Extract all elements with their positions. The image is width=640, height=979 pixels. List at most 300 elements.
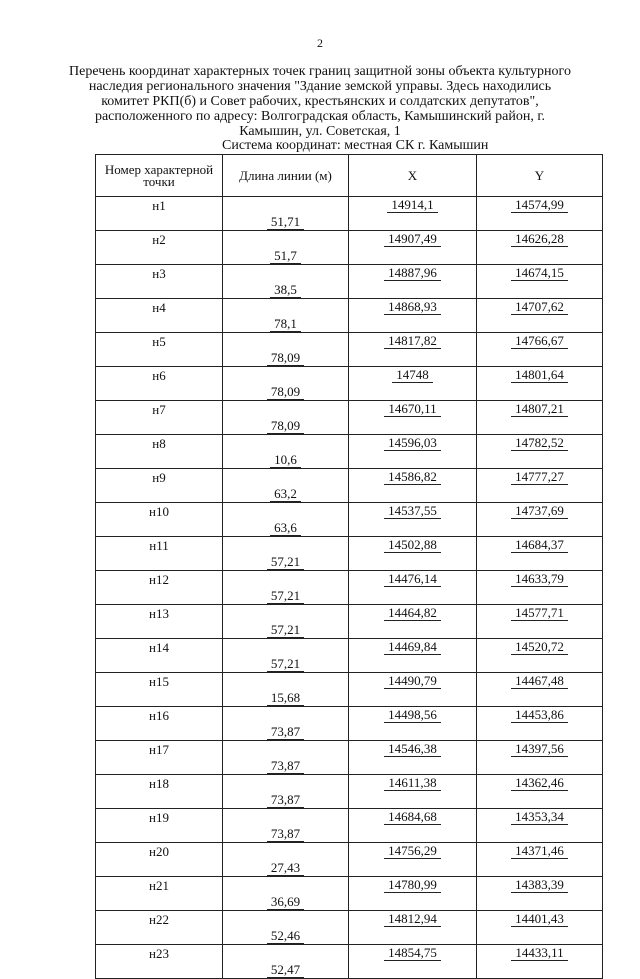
line-length-top bbox=[223, 775, 349, 792]
line-length-text: 73,87 bbox=[267, 792, 304, 808]
line-length-text: 57,21 bbox=[267, 554, 304, 570]
x-value-continued bbox=[349, 757, 477, 775]
x-value-text: 14596,03 bbox=[384, 435, 441, 451]
y-value bbox=[477, 809, 603, 826]
line-length bbox=[223, 723, 349, 741]
x-value bbox=[349, 197, 477, 214]
table-row bbox=[96, 605, 603, 622]
y-value-text: 14807,21 bbox=[511, 401, 568, 417]
table-row bbox=[96, 945, 603, 962]
x-value bbox=[349, 231, 477, 248]
y-value-continued bbox=[477, 247, 603, 265]
header-point-number: Номер характерной точки bbox=[96, 155, 223, 197]
x-value-continued bbox=[349, 553, 477, 571]
point-name-text: н10 bbox=[149, 503, 169, 519]
y-value bbox=[477, 435, 603, 452]
table-row-length bbox=[96, 791, 603, 809]
line-length bbox=[223, 961, 349, 979]
y-value-text: 14574,99 bbox=[511, 197, 568, 213]
table-row-length bbox=[96, 315, 603, 333]
table-row bbox=[96, 231, 603, 248]
point-name-text: н7 bbox=[152, 401, 166, 417]
line-length-text: 78,09 bbox=[267, 350, 304, 366]
y-value-text: 14362,46 bbox=[511, 775, 568, 791]
x-value-continued bbox=[349, 825, 477, 843]
x-value bbox=[349, 605, 477, 622]
table-row bbox=[96, 197, 603, 214]
line-length-top bbox=[223, 605, 349, 622]
y-value-continued bbox=[477, 553, 603, 571]
y-value-text: 14371,46 bbox=[511, 843, 568, 859]
x-value-continued bbox=[349, 247, 477, 265]
x-value-text: 14887,96 bbox=[384, 265, 441, 281]
table-row bbox=[96, 299, 603, 316]
table-row bbox=[96, 741, 603, 758]
line-length bbox=[223, 281, 349, 299]
line-length-top bbox=[223, 299, 349, 316]
x-value-text: 14464,82 bbox=[384, 605, 441, 621]
line-length-text: 57,21 bbox=[267, 622, 304, 638]
point-name bbox=[96, 877, 223, 894]
point-name-continued bbox=[96, 689, 223, 707]
table-row bbox=[96, 367, 603, 384]
y-value-continued bbox=[477, 961, 603, 979]
point-name bbox=[96, 843, 223, 860]
line-length bbox=[223, 927, 349, 945]
line-length bbox=[223, 485, 349, 503]
y-value-text: 14777,27 bbox=[511, 469, 568, 485]
line-length bbox=[223, 825, 349, 843]
y-value-continued bbox=[477, 281, 603, 299]
line-length-top bbox=[223, 265, 349, 282]
table-row bbox=[96, 775, 603, 792]
y-value bbox=[477, 367, 603, 384]
x-value bbox=[349, 843, 477, 860]
point-name bbox=[96, 367, 223, 384]
y-value bbox=[477, 537, 603, 554]
y-value bbox=[477, 333, 603, 350]
x-value bbox=[349, 503, 477, 520]
x-value-text: 14907,49 bbox=[384, 231, 441, 247]
y-value-text: 14383,39 bbox=[511, 877, 568, 893]
x-value-text: 14537,55 bbox=[384, 503, 441, 519]
point-name bbox=[96, 503, 223, 520]
line-length-text: 78,09 bbox=[267, 384, 304, 400]
x-value bbox=[349, 537, 477, 554]
line-length bbox=[223, 417, 349, 435]
document-heading: Перечень координат характерных точек границ защитной зоны объекта культурного наследия регионального значения "Здание земской управы. Здесь находились комитет РКП(б) и Совет рабочих, крестьянских и солдатских депутатов", расположенного по адресу: Волгоградская область, Камышинский район, г. Камышин, ул. Советская, 1 bbox=[69, 64, 571, 139]
point-name-text: н3 bbox=[152, 265, 166, 281]
table-row-length bbox=[96, 961, 603, 979]
line-length bbox=[223, 621, 349, 639]
y-value-text: 14433,11 bbox=[511, 945, 567, 961]
point-name-continued bbox=[96, 213, 223, 231]
x-value-text: 14586,82 bbox=[384, 469, 441, 485]
y-value bbox=[477, 401, 603, 418]
y-value-continued bbox=[477, 757, 603, 775]
line-length bbox=[223, 859, 349, 877]
point-name bbox=[96, 707, 223, 724]
y-value-continued bbox=[477, 213, 603, 231]
table-row bbox=[96, 571, 603, 588]
line-length bbox=[223, 519, 349, 537]
y-value-continued bbox=[477, 519, 603, 537]
y-value-text: 14520,72 bbox=[511, 639, 568, 655]
x-value bbox=[349, 299, 477, 316]
point-name bbox=[96, 299, 223, 316]
line-length bbox=[223, 689, 349, 707]
line-length-top bbox=[223, 945, 349, 962]
x-value-text: 14611,38 bbox=[384, 775, 440, 791]
table-row bbox=[96, 401, 603, 418]
table-row-length bbox=[96, 451, 603, 469]
y-value-continued bbox=[477, 621, 603, 639]
table-row-length bbox=[96, 485, 603, 503]
table-body bbox=[96, 197, 603, 979]
x-value-continued bbox=[349, 621, 477, 639]
point-name-continued bbox=[96, 519, 223, 537]
point-name-text: н14 bbox=[149, 639, 169, 655]
y-value bbox=[477, 571, 603, 588]
point-name-continued bbox=[96, 315, 223, 333]
x-value-text: 14868,93 bbox=[384, 299, 441, 315]
header-x: X bbox=[349, 155, 477, 197]
point-name-continued bbox=[96, 451, 223, 469]
y-value bbox=[477, 197, 603, 214]
y-value-continued bbox=[477, 485, 603, 503]
x-value-continued bbox=[349, 213, 477, 231]
y-value bbox=[477, 741, 603, 758]
point-name-text: н13 bbox=[149, 605, 169, 621]
point-name bbox=[96, 775, 223, 792]
x-value-text: 14684,68 bbox=[384, 809, 441, 825]
x-value-continued bbox=[349, 451, 477, 469]
y-value-continued bbox=[477, 689, 603, 707]
point-name-text: н18 bbox=[149, 775, 169, 791]
point-name-text: н19 bbox=[149, 809, 169, 825]
x-value bbox=[349, 911, 477, 928]
table-row-length bbox=[96, 247, 603, 265]
point-name-continued bbox=[96, 587, 223, 605]
point-name bbox=[96, 605, 223, 622]
line-length bbox=[223, 655, 349, 673]
x-value-continued bbox=[349, 689, 477, 707]
y-value-continued bbox=[477, 859, 603, 877]
point-name-continued bbox=[96, 825, 223, 843]
line-length-text: 73,87 bbox=[267, 758, 304, 774]
y-value-text: 14397,56 bbox=[511, 741, 568, 757]
table-row bbox=[96, 469, 603, 486]
line-length bbox=[223, 791, 349, 809]
x-value-text: 14817,82 bbox=[384, 333, 441, 349]
x-value-continued bbox=[349, 383, 477, 401]
line-length-top bbox=[223, 435, 349, 452]
line-length-top bbox=[223, 469, 349, 486]
y-value-text: 14633,79 bbox=[511, 571, 568, 587]
table-row bbox=[96, 503, 603, 520]
point-name-text: н6 bbox=[152, 367, 166, 383]
x-value bbox=[349, 571, 477, 588]
line-length-text: 52,47 bbox=[267, 962, 304, 978]
table-row bbox=[96, 435, 603, 452]
line-length-text: 57,21 bbox=[267, 656, 304, 672]
table-row-length bbox=[96, 383, 603, 401]
y-value-continued bbox=[477, 349, 603, 367]
line-length-text: 52,46 bbox=[267, 928, 304, 944]
line-length-top bbox=[223, 367, 349, 384]
point-name-text: н23 bbox=[149, 945, 169, 961]
line-length bbox=[223, 247, 349, 265]
line-length-text: 78,1 bbox=[270, 316, 301, 332]
y-value-text: 14401,43 bbox=[511, 911, 568, 927]
point-name bbox=[96, 809, 223, 826]
y-value-continued bbox=[477, 383, 603, 401]
x-value-text: 14490,79 bbox=[384, 673, 441, 689]
line-length-top bbox=[223, 503, 349, 520]
y-value bbox=[477, 605, 603, 622]
table-row-length bbox=[96, 655, 603, 673]
point-name-text: н17 bbox=[149, 741, 169, 757]
point-name-continued bbox=[96, 791, 223, 809]
line-length-text: 27,43 bbox=[267, 860, 304, 876]
point-name bbox=[96, 197, 223, 214]
y-value-continued bbox=[477, 655, 603, 673]
x-value bbox=[349, 741, 477, 758]
point-name-continued bbox=[96, 961, 223, 979]
point-name-text: н15 bbox=[149, 673, 169, 689]
y-value-continued bbox=[477, 587, 603, 605]
table-row bbox=[96, 843, 603, 860]
point-name-text: н11 bbox=[149, 537, 169, 553]
point-name-continued bbox=[96, 927, 223, 945]
y-value-text: 14577,71 bbox=[511, 605, 568, 621]
x-value-continued bbox=[349, 859, 477, 877]
line-length-top bbox=[223, 537, 349, 554]
x-value-continued bbox=[349, 417, 477, 435]
table-row-length bbox=[96, 587, 603, 605]
line-length-top bbox=[223, 741, 349, 758]
y-value-continued bbox=[477, 451, 603, 469]
x-value bbox=[349, 639, 477, 656]
y-value bbox=[477, 639, 603, 656]
x-value-text: 14854,75 bbox=[384, 945, 441, 961]
table-row bbox=[96, 537, 603, 554]
x-value-text: 14502,88 bbox=[384, 537, 441, 553]
line-length-text: 78,09 bbox=[267, 418, 304, 434]
y-value bbox=[477, 707, 603, 724]
line-length-top bbox=[223, 809, 349, 826]
y-value-text: 14801,64 bbox=[511, 367, 568, 383]
x-value bbox=[349, 945, 477, 962]
point-name-text: н1 bbox=[152, 197, 166, 213]
line-length bbox=[223, 587, 349, 605]
line-length-text: 73,87 bbox=[267, 826, 304, 842]
line-length-text: 73,87 bbox=[267, 724, 304, 740]
x-value-text: 14780,99 bbox=[384, 877, 441, 893]
point-name-text: н22 bbox=[149, 911, 169, 927]
x-value-text: 14756,29 bbox=[384, 843, 441, 859]
line-length-text: 38,5 bbox=[270, 282, 301, 298]
y-value bbox=[477, 469, 603, 486]
table-row bbox=[96, 877, 603, 894]
x-value-continued bbox=[349, 791, 477, 809]
point-name-continued bbox=[96, 553, 223, 571]
table-row-length bbox=[96, 689, 603, 707]
point-name-continued bbox=[96, 859, 223, 877]
table-row-length bbox=[96, 621, 603, 639]
line-length-top bbox=[223, 197, 349, 214]
line-length-text: 63,6 bbox=[270, 520, 301, 536]
point-name bbox=[96, 265, 223, 282]
x-value-continued bbox=[349, 927, 477, 945]
y-value-continued bbox=[477, 893, 603, 911]
point-name-continued bbox=[96, 417, 223, 435]
line-length bbox=[223, 757, 349, 775]
x-value-continued bbox=[349, 587, 477, 605]
line-length bbox=[223, 893, 349, 911]
point-name-text: н9 bbox=[152, 469, 166, 485]
line-length-top bbox=[223, 843, 349, 860]
y-value-text: 14453,86 bbox=[511, 707, 568, 723]
table-header-row bbox=[96, 155, 603, 197]
line-length-top bbox=[223, 707, 349, 724]
point-name bbox=[96, 537, 223, 554]
point-name bbox=[96, 571, 223, 588]
y-value-text: 14782,52 bbox=[511, 435, 568, 451]
line-length-text: 36,69 bbox=[267, 894, 304, 910]
y-value-continued bbox=[477, 315, 603, 333]
line-length-text: 51,7 bbox=[270, 248, 301, 264]
y-value-text: 14353,34 bbox=[511, 809, 568, 825]
table-row-length bbox=[96, 723, 603, 741]
table-row-length bbox=[96, 927, 603, 945]
line-length-top bbox=[223, 231, 349, 248]
line-length-top bbox=[223, 673, 349, 690]
table-row-length bbox=[96, 213, 603, 231]
y-value-text: 14674,15 bbox=[511, 265, 568, 281]
page-number: 2 bbox=[317, 36, 323, 50]
y-value bbox=[477, 299, 603, 316]
point-name-text: н4 bbox=[152, 299, 166, 315]
y-value-continued bbox=[477, 927, 603, 945]
y-value-continued bbox=[477, 417, 603, 435]
table-row bbox=[96, 911, 603, 928]
line-length-text: 57,21 bbox=[267, 588, 304, 604]
y-value-continued bbox=[477, 825, 603, 843]
x-value bbox=[349, 673, 477, 690]
x-value-text: 14670,11 bbox=[384, 401, 440, 417]
x-value-continued bbox=[349, 485, 477, 503]
point-name bbox=[96, 401, 223, 418]
coordinates-table bbox=[95, 154, 603, 979]
line-length-text: 63,2 bbox=[270, 486, 301, 502]
point-name bbox=[96, 469, 223, 486]
table-row bbox=[96, 673, 603, 690]
point-name-text: н5 bbox=[152, 333, 166, 349]
point-name-continued bbox=[96, 655, 223, 673]
x-value bbox=[349, 877, 477, 894]
table-row-length bbox=[96, 757, 603, 775]
y-value-text: 14766,67 bbox=[511, 333, 568, 349]
table-row bbox=[96, 707, 603, 724]
x-value-continued bbox=[349, 893, 477, 911]
line-length-top bbox=[223, 639, 349, 656]
x-value-text: 14812,94 bbox=[384, 911, 441, 927]
x-value bbox=[349, 469, 477, 486]
x-value-continued bbox=[349, 961, 477, 979]
y-value bbox=[477, 231, 603, 248]
point-name bbox=[96, 673, 223, 690]
header-line-length: Длина линии (м) bbox=[223, 155, 349, 197]
y-value bbox=[477, 945, 603, 962]
y-value bbox=[477, 775, 603, 792]
table-row bbox=[96, 333, 603, 350]
x-value bbox=[349, 333, 477, 350]
table-row-length bbox=[96, 825, 603, 843]
line-length bbox=[223, 383, 349, 401]
x-value-text: 14476,14 bbox=[384, 571, 441, 587]
point-name-continued bbox=[96, 723, 223, 741]
line-length-top bbox=[223, 877, 349, 894]
point-name-continued bbox=[96, 757, 223, 775]
table-row-length bbox=[96, 553, 603, 571]
point-name-continued bbox=[96, 621, 223, 639]
point-name-continued bbox=[96, 383, 223, 401]
line-length-top bbox=[223, 571, 349, 588]
point-name bbox=[96, 639, 223, 656]
coordinate-system-caption: Система координат: местная СК г. Камышин bbox=[222, 138, 489, 153]
line-length bbox=[223, 451, 349, 469]
point-name-text: н21 bbox=[149, 877, 169, 893]
table-row-length bbox=[96, 519, 603, 537]
x-value bbox=[349, 707, 477, 724]
y-value-text: 14707,62 bbox=[511, 299, 568, 315]
y-value bbox=[477, 503, 603, 520]
x-value-text: 14914,1 bbox=[387, 197, 437, 213]
y-value bbox=[477, 673, 603, 690]
line-length-top bbox=[223, 333, 349, 350]
line-length-top bbox=[223, 401, 349, 418]
x-value bbox=[349, 265, 477, 282]
line-length-text: 51,71 bbox=[267, 214, 304, 230]
x-value bbox=[349, 775, 477, 792]
line-length bbox=[223, 213, 349, 231]
x-value bbox=[349, 435, 477, 452]
point-name bbox=[96, 911, 223, 928]
point-name-text: н2 bbox=[152, 231, 166, 247]
table-row-length bbox=[96, 417, 603, 435]
point-name bbox=[96, 231, 223, 248]
point-name bbox=[96, 333, 223, 350]
y-value-text: 14467,48 bbox=[511, 673, 568, 689]
table-row bbox=[96, 265, 603, 282]
x-value-continued bbox=[349, 281, 477, 299]
y-value bbox=[477, 265, 603, 282]
table-row bbox=[96, 639, 603, 656]
y-value-continued bbox=[477, 791, 603, 809]
x-value-text: 14469,84 bbox=[384, 639, 441, 655]
y-value-text: 14737,69 bbox=[511, 503, 568, 519]
point-name-text: н16 bbox=[149, 707, 169, 723]
table-row-length bbox=[96, 893, 603, 911]
line-length bbox=[223, 349, 349, 367]
y-value bbox=[477, 877, 603, 894]
x-value-text: 14498,56 bbox=[384, 707, 441, 723]
y-value-continued bbox=[477, 723, 603, 741]
x-value-continued bbox=[349, 315, 477, 333]
point-name-continued bbox=[96, 485, 223, 503]
x-value-continued bbox=[349, 723, 477, 741]
